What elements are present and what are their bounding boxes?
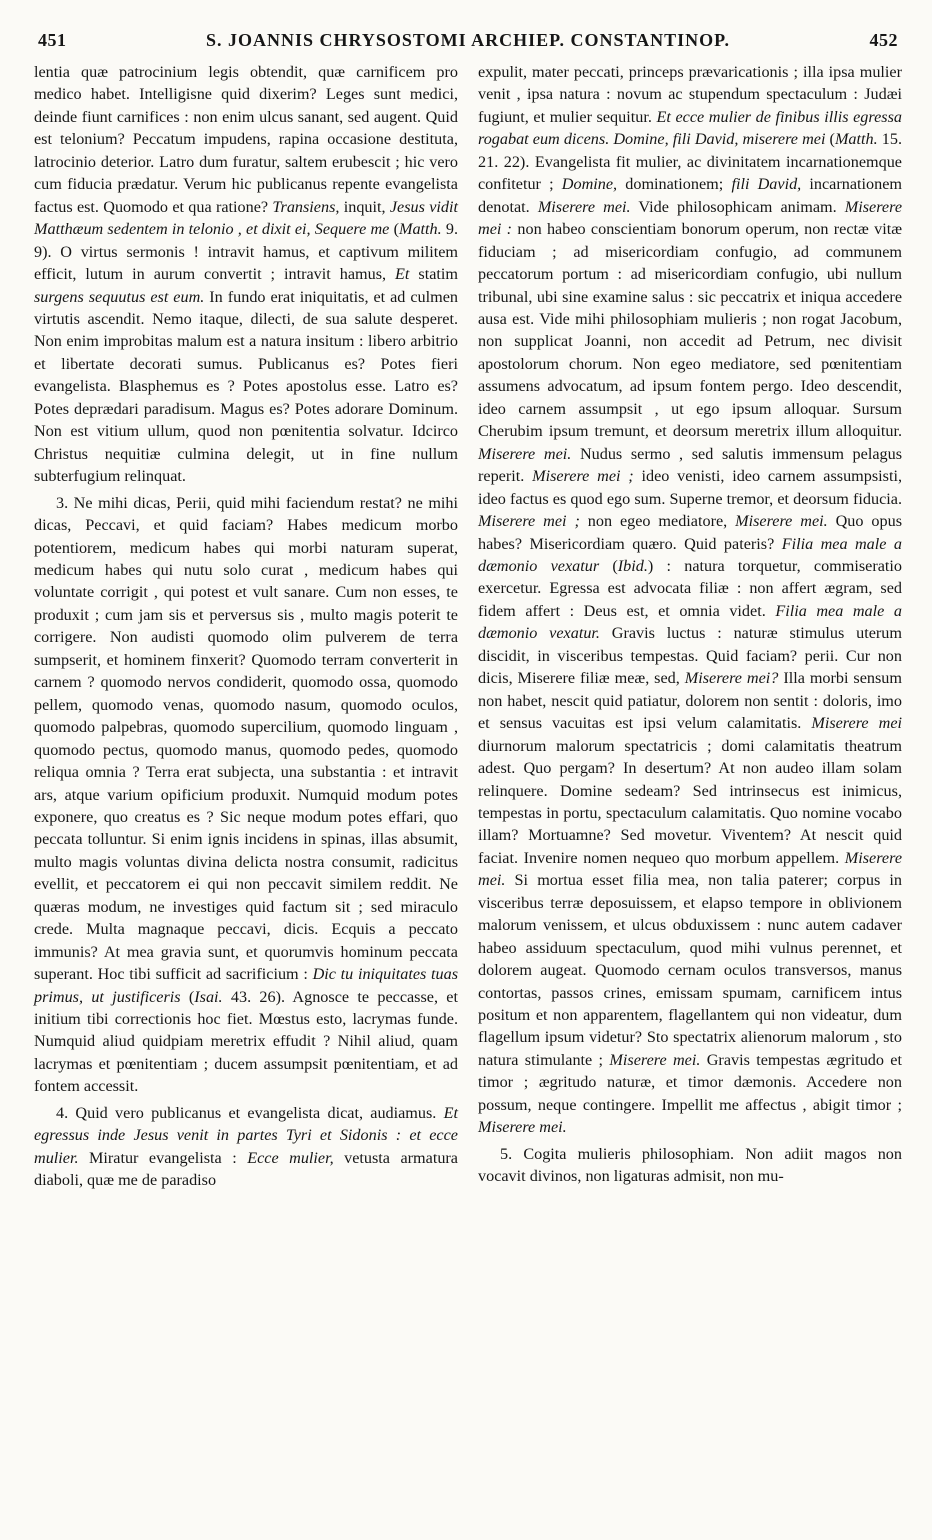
text-run: Si mortua esset filia mea, non talia paterer; corpus in visceribus terræ deposuissem, et elapso tempore in oblivionem malorum venissem, et ulcus obduxissem : nunc autem cadaver habeo assiduum spectaculum, quod mihi vulnus perennet, et dolorem augeat. Quomodo cernam oculos transversos, manus contortas, passos crines, emissam spumam, carnificem intus positum et non apparentem, flagellantem qui non videatur, dum flagellum ipsum videtur? Sto spectatrix alienorum malorum , sto natura stimulante ; [478,871,902,1069]
paragraph [34,61,458,488]
italic-run: Miserere mei. [478,848,902,890]
italic-run: Miserere mei. [537,197,631,216]
paragraph-3 [34,492,458,1098]
italic-run: Ecce mulier, [247,1148,334,1167]
italic-run: Miserere mei [811,714,902,733]
text-run: Illa morbi sensum non habet, nescit quid patiatur, dolorem non sentit : doloris, imo et sensus vacuitas est ipsi velum calamitatis. [478,669,902,733]
italic-run: Miserere mei ; [532,467,634,486]
text-run: diurnorum malorum spectatricis ; domi calamitatis theatrum adest. Quo pergam? In desertum? At non audeo illam solam relinquere. Domine sedeam? Sed intrinsecus est inimicus, tempestas in portu, spectaculum calamitatis. Quo nomine vocabo illam? Mortuamne? Sed movetur. Viventem? At nescit quid faciat. Invenire nomen nequeo quo morbum appellem. [478,736,902,867]
italic-run: Dic tu iniquitates tuas primus, ut justificeris [34,965,459,1006]
page-number-left: 451 [38,30,67,50]
text-run: ( [599,556,618,575]
text-run: lentia quæ patrocinium legis obtendit, quæ carnificem pro medico habet. Intelligisne quid dixerim? Leges sunt medici, deinde fiunt carnifices : non enim ulcus sanant, sed augent. Quid est telonium? Peccatum impudens, rapina occasione destituta, latrocinio deterior. Latro dum furatur, saltem erubescit ; hic vero cum fiducia prædatur. Verum hic publicanus repente evangelista factus est. Quomodo et qua ratione? [34,63,458,216]
paragraph [478,61,902,1139]
italic-run: Miserere mei : [478,197,902,239]
text-run: 43. 26). Agnosce te peccasse, et initium tibi correctionis hoc fiet. Mœstus esto, lacrymas funde. Numquid aliud quidpiam meretrix effudit ? Nihil aliud, quam lacrymas et pœnitentiam ; ducem assumpsit pœnitentiam, et ad fontem accessit. [34,987,458,1096]
italic-run: Miserere mei. [478,444,572,463]
italic-run: Matth. [834,130,878,149]
running-header [34,30,902,61]
text-run: Gravis tempestas ægritudo et timor ; ægritudo naturæ, et timor dæmonis. Accedere non possum, neque contingere. Impellit me affectus , abigit timor ; [478,1050,902,1114]
italic-run: Matth. [398,220,442,239]
text-run: 15. 21. 22). Evangelista fit mulier, ac divinitatem incarnationemque confitetur ; [478,130,903,194]
italic-run: Miserere mei. [478,1118,567,1137]
text-run: ( [825,130,835,149]
text-run: Quo opus habes? Misericordiam quæro. Quid pateris? [478,512,902,553]
text-run: statim [409,265,458,284]
italic-run: Miserere mei. [609,1050,701,1069]
text-run: Nudus sermo , sed salutis immensum pelagus reperit. [478,444,902,486]
text-run: 4. Quid vero publicanus et evangelista dicat, audiamus. [56,1103,444,1122]
text-run: expulit, mater peccati, princeps prævaricationis ; illa ipsa mulier venit , ipsa natura : novum ac stupendum spectaculum : Judæi fugiunt, et mulier sequitur. [478,63,902,126]
text-run: 3. Ne mihi dicas, Perii, quid mihi faciendum restat? ne mihi dicas, Peccavi, et quid faciam? Habes medicum morbo potentiorem, medicum habes qui morbi naturam superat, medicum habes qui nutu solo curat , medicum habes qui voluntate corrigit , qui potest et vult sanare. Cum non esses, te produxit ; cum jam sis et perversus sis , multo magis poterit te corrigere. Non audisti quomodo olim pulverem de terra sumpserit, et hominem finxerit? Quomodo terram converterit in carnem ? quomodo nervos condiderit, quomodo ossa, quomodo pellem, quomodo venas, quomodo nasum, quomodo oculos, quomodo palpebras, quomodo supercilium, quomodo linguam , quomodo pectus, quomodo manus, quomodo pedes, quomodo reliqua omnia ? Terra erat subjecta, una substantia : et intravit ars, atque varium opificium produxit. Numquid modum potes exponere, quo creatus es ? Sic neque modum potes effari, quo peccata tolluntur. Si enim ignis incidens in spinas, illas absumit, multo magis voluntas divina delicta nostra consumit, radicitus evellit, et peccatorem ei qui non peccavit similem reddit. Ne quæras modum, ne investiges quid factum sit ; sed miraculo crede. Multa magnaque peccavi, dicis. Ecquis a peccato immunis? At mea gravia sunt, et quorumvis hominum peccata superant. Hoc tibi sufficit ad sacrificium : [34,493,458,984]
text-run: ideo venisti, ideo carnem assumpsisti, ideo factus es quod ego sum. Superne tremor, et deorsum fiducia. [478,467,902,508]
italic-run: Filia mea male a dæmonio vexatur [478,534,902,575]
italic-run: Et egressus inde Jesus venit in partes Tyri et Sidonis : et ecce mulier. [34,1103,458,1167]
text-run: In fundo erat iniquitatis, et ad culmen virtutis ascendit. Nemo itaque, dilecti, de sua salute desperet. Non enim improbitas malum est a natura insitum : libero arbitrio et libertate decorati sumus. Publicanus es? Potes fieri evangelista. Blasphemus es ? Potes apostolus esse. Latro es? Potes deprædari paradisum. Magus es? Potes adorare Dominum. Non est vitium ullum, quod non pœnitentia solvatur. Idcirco Christus nequitiæ culmina delegit, ut in fine nullum subterfugium relinquat. [34,287,458,486]
text-run: Gravis luctus : naturæ stimulus uterum discidit, in visceribus tempestas. Quid faciam? perii. Cur non dicis, Miserere filiæ meæ, sed, [478,624,902,688]
text-run: 5. Cogita mulieris philosophiam. Non adiit magos non vocavit divinos, non ligaturas admisit, non mu- [478,1144,902,1186]
text-run: Vide philosophicam animam. [630,197,845,216]
text-run: non habeo conscientiam bonorum operum, non rectæ vitæ fiduciam ; ad misericordiam confugio, ad communem peccatorum portum : ad misericordiam confugio, ubi nullum tribunal, ubi sine examine salus : sic peccatrix et iniqua accedere ausa est. Vide mihi philosophiam mulieris ; non rogat Jacobum, non supplicat Joanni, non accedit ad Petrum, nec divisit apostolorum chorum. Non egeo mediatore, sed pœnitentiam assumens advocatum, ad ipsum fontem pergo. Ideo descendit, ideo carnem assumpsit , ut ego ipsum alloquar. Sursum Cherubim ipsum tremunt, et deorsum meretrix illum alloquitur. [478,220,902,441]
text-run: vetusta armatura diaboli, quæ me de paradiso [34,1148,458,1190]
italic-run: Et ecce mulier de finibus illis egressa rogabat eum dicens. Domine, fili David, miserere mei [478,107,902,149]
italic-run: Filia mea male a dæmonio vexatur. [478,601,902,643]
italic-run: Isai. [194,987,223,1006]
italic-run: surgens sequutus est eum. [34,287,205,306]
italic-run: Miserere mei. [735,512,828,531]
right-column [478,61,902,1192]
italic-run: fili David, [731,175,802,194]
text-run: Miratur evangelista : [78,1148,248,1167]
text-run: non egeo mediatore, [579,512,736,531]
italic-run: Et [395,265,410,284]
text-run: 9. 9). O virtus sermonis ! intravit hamus, et captivum militem efficit, lutum in aurum convertit ; intravit hamus, [34,220,459,284]
paragraph-4 [34,1102,458,1192]
text-run: ) : natura torquetur, commiseratio exercetur. Egressa est advocata filiæ : non affert ægram, sed fidem affert : Deus est, et omnia videt. [478,556,902,620]
paragraph-5 [478,1143,902,1188]
text-run: inquit, [339,197,390,216]
running-title: S. JOANNIS CHRYSOSTOMI ARCHIEP. CONSTANTINOP. [206,30,730,50]
left-column [34,61,458,1192]
italic-run: Domine, [561,175,618,194]
page-number-right: 452 [869,30,898,50]
italic-run: Ibid. [617,556,648,575]
text-run: incarnationem denotat. [478,175,902,216]
italic-run: Miserere mei? [684,669,779,688]
italic-run: Miserere mei ; [478,512,580,531]
text-columns [34,61,902,1192]
text-run: ( [180,987,195,1006]
text-run: dominationem; [617,175,732,194]
text-run: ( [389,220,399,239]
italic-run: Jesus vidit Matthæum sedentem in telonio , et dixit ei, Sequere me [34,197,458,239]
italic-run: Transiens, [272,197,340,216]
